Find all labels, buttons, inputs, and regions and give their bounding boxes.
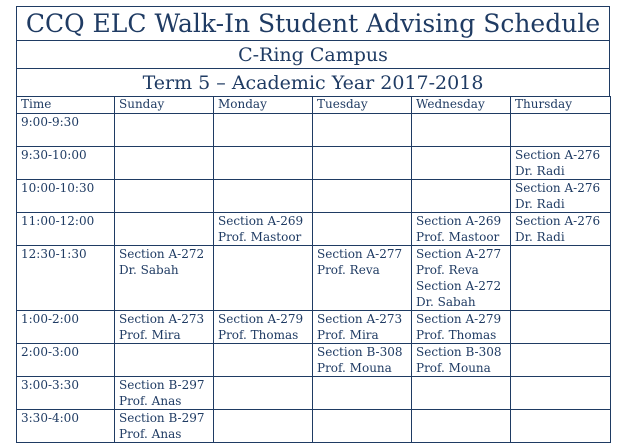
term-label: Term 5 – Academic Year 2017-2018	[16, 68, 610, 96]
cell-thursday	[511, 311, 611, 344]
advisor-name: Dr. Radi	[515, 197, 565, 211]
section-label: Section A-276	[515, 148, 601, 162]
schedule-row	[17, 311, 611, 344]
advisor-name: Prof. Mastoor	[218, 230, 302, 244]
section-label: Section B-308	[317, 345, 403, 359]
advisor-name: Prof. Mastoor	[416, 230, 500, 244]
schedule-row	[17, 377, 611, 410]
advisor-name: Prof. Thomas	[416, 328, 497, 342]
schedule-body	[17, 114, 611, 443]
cell-sunday	[115, 180, 214, 213]
cell-thursday	[511, 377, 611, 410]
cell-thursday	[511, 344, 611, 377]
cell-monday	[214, 114, 313, 147]
cell-tuesday	[313, 246, 412, 311]
section-label: Section A-269	[218, 214, 304, 228]
cell-tuesday	[313, 213, 412, 246]
cell-tuesday	[313, 344, 412, 377]
section-label: Section A-273	[317, 312, 403, 326]
time-slot: 3:30-4:00	[17, 410, 115, 443]
column-header-monday: Monday	[214, 97, 313, 114]
advisor-name: Prof. Anas	[119, 427, 182, 441]
advisor-name: Prof. Mira	[317, 328, 379, 342]
cell-wednesday	[412, 114, 511, 147]
section-label: Section A-277	[416, 247, 502, 261]
cell-sunday	[115, 344, 214, 377]
schedule-title: CCQ ELC Walk-In Student Advising Schedule	[16, 6, 610, 40]
section-label: Section A-272	[416, 279, 502, 293]
section-label: Section A-276	[515, 181, 601, 195]
column-header-sunday: Sunday	[115, 97, 214, 114]
section-label: Section B-308	[416, 345, 502, 359]
cell-monday	[214, 213, 313, 246]
cell-wednesday	[412, 180, 511, 213]
time-slot: 12:30-1:30	[17, 246, 115, 311]
advisor-name: Dr. Sabah	[416, 295, 476, 309]
cell-wednesday	[412, 410, 511, 443]
section-label: Section A-277	[317, 247, 403, 261]
cell-wednesday	[412, 147, 511, 180]
advisor-name: Prof. Mira	[119, 328, 181, 342]
cell-sunday	[115, 114, 214, 147]
cell-wednesday	[412, 377, 511, 410]
cell-sunday	[115, 410, 214, 443]
cell-monday	[214, 344, 313, 377]
time-slot: 10:00-10:30	[17, 180, 115, 213]
section-label: Section A-269	[416, 214, 502, 228]
cell-thursday	[511, 213, 611, 246]
section-label: Section A-273	[119, 312, 205, 326]
cell-thursday	[511, 114, 611, 147]
time-slot: 9:00-9:30	[17, 114, 115, 147]
section-label: Section B-297	[119, 378, 205, 392]
time-slot: 2:00-3:00	[17, 344, 115, 377]
cell-wednesday	[412, 213, 511, 246]
cell-tuesday	[313, 180, 412, 213]
schedule-row	[17, 114, 611, 147]
schedule-row	[17, 246, 611, 311]
time-slot: 1:00-2:00	[17, 311, 115, 344]
advisor-name: Prof. Mouna	[317, 361, 392, 375]
section-label: Section A-279	[218, 312, 304, 326]
cell-thursday	[511, 147, 611, 180]
header-row	[17, 97, 611, 114]
cell-thursday	[511, 410, 611, 443]
schedule-row	[17, 147, 611, 180]
advisor-name: Prof. Reva	[416, 263, 479, 277]
column-header-time: Time	[17, 97, 115, 114]
cell-monday	[214, 180, 313, 213]
advisor-name: Dr. Sabah	[119, 263, 179, 277]
advisor-name: Prof. Thomas	[218, 328, 299, 342]
column-header-wednesday: Wednesday	[412, 97, 511, 114]
schedule-sheet	[16, 6, 610, 443]
cell-tuesday	[313, 311, 412, 344]
column-header-thursday: Thursday	[511, 97, 611, 114]
cell-tuesday	[313, 377, 412, 410]
cell-sunday	[115, 246, 214, 311]
section-label: Section A-279	[416, 312, 502, 326]
cell-monday	[214, 147, 313, 180]
cell-sunday	[115, 377, 214, 410]
advisor-name: Prof. Reva	[317, 263, 380, 277]
cell-monday	[214, 377, 313, 410]
section-label: Section A-276	[515, 214, 601, 228]
schedule-row	[17, 180, 611, 213]
schedule-table	[16, 96, 611, 443]
cell-sunday	[115, 311, 214, 344]
column-header-tuesday: Tuesday	[313, 97, 412, 114]
cell-sunday	[115, 147, 214, 180]
time-slot: 3:00-3:30	[17, 377, 115, 410]
schedule-row	[17, 344, 611, 377]
cell-tuesday	[313, 147, 412, 180]
schedule-row	[17, 213, 611, 246]
cell-monday	[214, 311, 313, 344]
cell-thursday	[511, 180, 611, 213]
time-slot: 11:00-12:00	[17, 213, 115, 246]
cell-wednesday	[412, 246, 511, 311]
cell-sunday	[115, 213, 214, 246]
cell-wednesday	[412, 344, 511, 377]
campus-name: C-Ring Campus	[16, 40, 610, 68]
cell-thursday	[511, 246, 611, 311]
schedule-row	[17, 410, 611, 443]
section-label: Section B-297	[119, 411, 205, 425]
advisor-name: Dr. Radi	[515, 164, 565, 178]
cell-wednesday	[412, 311, 511, 344]
time-slot: 9:30-10:00	[17, 147, 115, 180]
cell-monday	[214, 410, 313, 443]
advisor-name: Prof. Mouna	[416, 361, 491, 375]
advisor-name: Prof. Anas	[119, 394, 182, 408]
cell-monday	[214, 246, 313, 311]
section-label: Section A-272	[119, 247, 205, 261]
cell-tuesday	[313, 410, 412, 443]
advisor-name: Dr. Radi	[515, 230, 565, 244]
cell-tuesday	[313, 114, 412, 147]
